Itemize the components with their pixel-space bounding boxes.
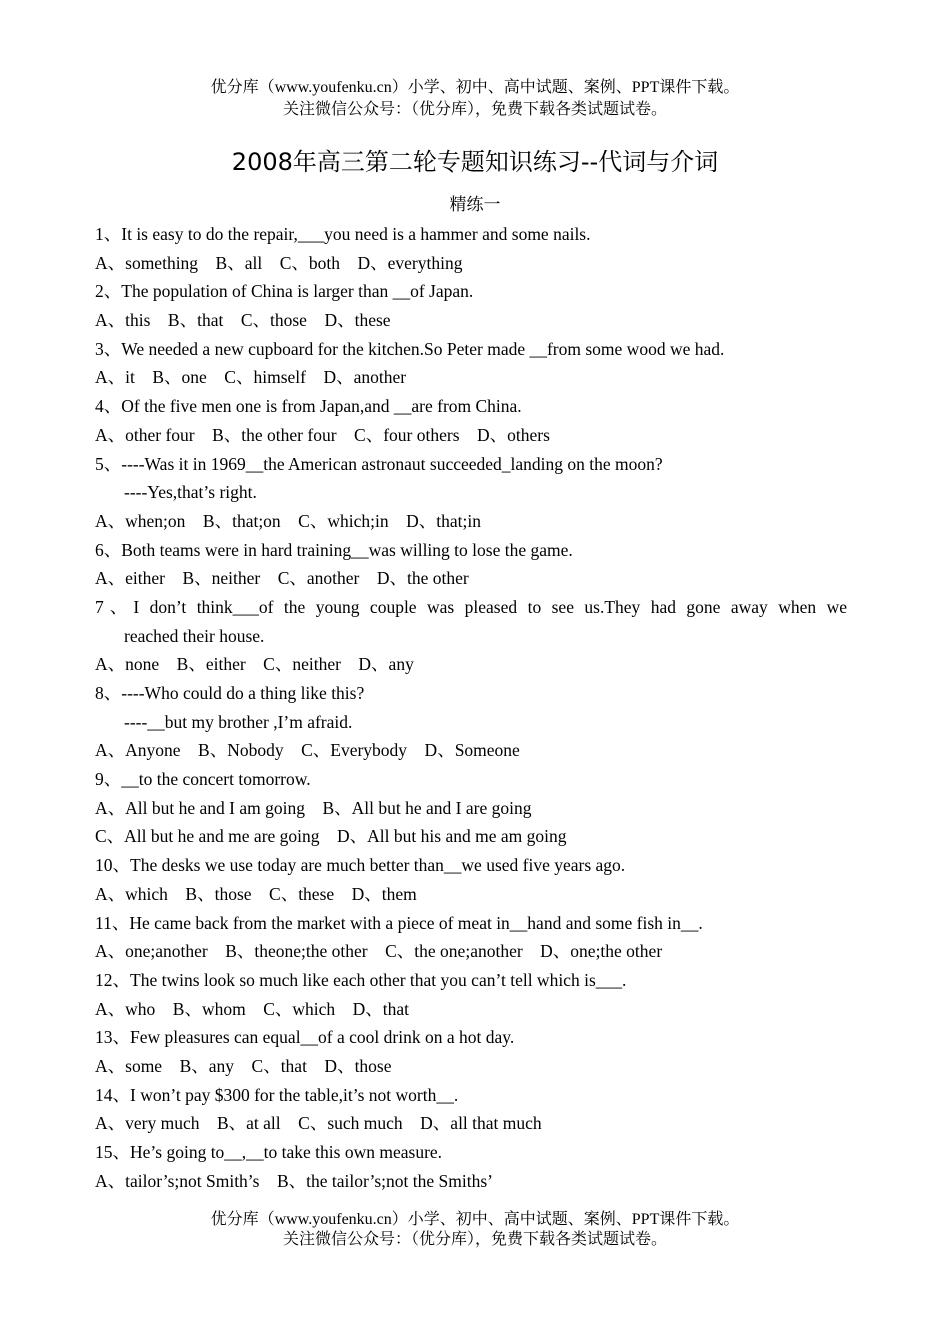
section-subtitle: 精练一 xyxy=(449,195,501,214)
options-7: A、none B、either C、neither D、any xyxy=(95,654,414,675)
page-title: 2008年高三第二轮专题知识练习--代词与介词 xyxy=(231,148,719,176)
question-12: 12、The twins look so much like each other that you can’t tell which is___. xyxy=(95,969,627,990)
footer-line-1: 优分库（www.youfenku.cn）小学、初中、高中试题、案例、PPT课件下载。 xyxy=(210,1211,740,1228)
question-3: 3、We needed a new cupboard for the kitchen.So Peter made __from some wood we had. xyxy=(95,338,725,359)
options-6: A、either B、neither C、another D、the other xyxy=(95,568,469,589)
header-line-1: 优分库（www.youfenku.cn）小学、初中、高中试题、案例、PPT课件下载。 xyxy=(210,79,740,96)
question-8-dialogue: ----__but my brother ,I’m afraid. xyxy=(124,711,353,732)
header-line-2: 关注微信公众号：（优分库），免费下载各类试题试卷。 xyxy=(282,101,667,118)
question-1: 1、It is easy to do the repair,___you need is a hammer and some nails. xyxy=(95,224,591,244)
question-7: 7、I don’t think___of the young couple was pleased to see us.They had gone away when we xyxy=(95,596,847,617)
question-5: 5、----Was it in 1969__the American astronaut succeeded_landing on the moon? xyxy=(95,453,663,474)
options-3: A、it B、one C、himself D、another xyxy=(95,367,407,388)
options-11: A、one;another B、theone;the other C、the one;another D、one;the other xyxy=(95,941,663,962)
options-15: A、tailor’s;not Smith’s B、the tailor’s;not the Smiths’ xyxy=(95,1170,493,1191)
options-2: A、this B、that C、those D、these xyxy=(95,310,391,331)
question-7-continued: reached their house. xyxy=(124,625,265,646)
options-5: A、when;on B、that;on C、which;in D、that;in xyxy=(95,510,481,531)
options-4: A、other four B、the other four C、four others D、others xyxy=(95,424,550,445)
question-8: 8、----Who could do a thing like this? xyxy=(95,683,365,703)
footer-line-2: 关注微信公众号：（优分库），免费下载各类试题试卷。 xyxy=(282,1231,667,1248)
question-5-dialogue: ----Yes,that’s right. xyxy=(124,482,257,503)
question-11: 11、He came back from the market with a piece of meat in__hand and some fish in__. xyxy=(95,912,703,933)
options-14: A、very much B、at all C、such much D、all that much xyxy=(95,1113,542,1134)
exercise-list xyxy=(95,220,847,1195)
options-10: A、which B、those C、these D、them xyxy=(95,883,417,904)
options-9-ab: A、All but he and I am going B、All but he and I are going xyxy=(95,797,532,818)
question-14: 14、I won’t pay $300 for the table,it’s not worth__. xyxy=(95,1084,459,1105)
options-9-cd: C、All but he and me are going D、All but his and me am going xyxy=(95,826,567,847)
options-13: A、some B、any C、that D、those xyxy=(95,1055,392,1076)
options-8: A、Anyone B、Nobody C、Everybody D、Someone xyxy=(95,740,520,761)
question-10: 10、The desks we use today are much better than__we used five years ago. xyxy=(95,855,626,876)
question-15: 15、He’s going to__,__to take this own measure. xyxy=(95,1142,443,1162)
question-4: 4、Of the five men one is from Japan,and __are from China. xyxy=(95,396,522,417)
options-12: A、who B、whom C、which D、that xyxy=(95,998,410,1019)
question-6: 6、Both teams were in hard training__was willing to lose the game. xyxy=(95,539,573,560)
options-1: A、something B、all C、both D、everything xyxy=(95,252,463,273)
question-9: 9、__to the concert tomorrow. xyxy=(95,769,311,790)
question-2: 2、The population of China is larger than __of Japan. xyxy=(95,281,474,302)
question-13: 13、Few pleasures can equal__of a cool drink on a hot day. xyxy=(95,1027,515,1048)
